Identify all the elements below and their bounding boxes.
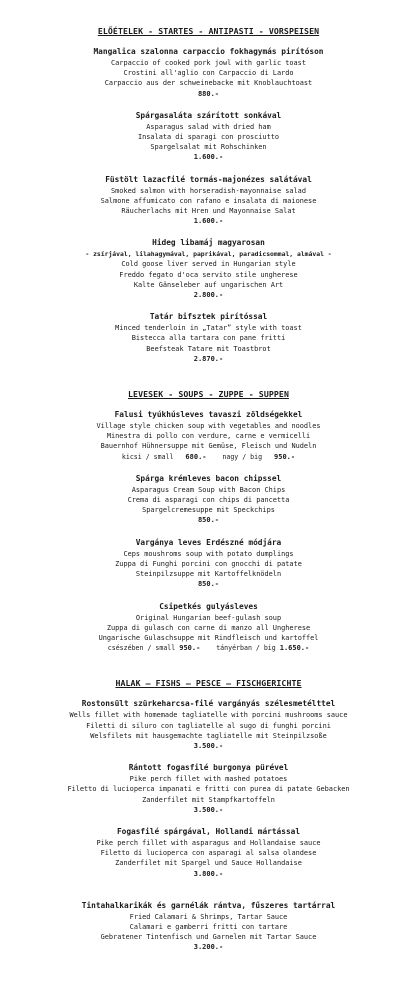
item-description: Zanderfilet mit Spargel und Sauce Hollandaise [115,859,302,868]
item-title: Csipetkés gulyásleves [159,601,258,611]
item-description: Village style chicken soup with vegetables and noodles [96,422,321,431]
item-title: Rostonsült szürkeharcsa-filé vargányás szélesmetélttel [81,699,336,709]
item-description: Zuppa di gulasch con carne di manzo all Ungherese [106,623,311,632]
item-description: Cold goose liver served in Hungarian style [121,260,296,269]
item-title: Vargánya leves Erdészné módjára [135,537,282,547]
size-big-label: tányérban / big [216,644,276,653]
item-description: Fried Calamari & Shrimps, Tartar Sauce [129,912,288,921]
item-description: Ceps moushroms soup with potato dumplings [123,549,294,558]
item-description: Salmone affumicato con rafano e insalata di maionese [100,196,317,205]
item-price: 2.800.- [193,291,224,300]
item-description: Filetto di lucioperca con asparagi al salsa olandese [100,849,317,858]
item-size-prices [0,643,417,653]
menu-item [0,409,417,462]
item-description: Crema di asparagi con chips di pancetta [127,496,290,505]
item-description: Spargelcremesuppe mit Speckchips [142,506,275,515]
size-small-label: kicsi / small [121,452,174,461]
item-title: Fogasfilé spárgával, Hollandi mártással [116,826,301,836]
item-description: Filetti di siluro con tagliatelle al sugo di funghi porcini [86,721,331,730]
item-description: Asparagus salad with dried ham [146,122,271,131]
item-price: 2.870.- [193,354,224,363]
item-description: Kalte Gänseleber auf ungarischen Art [133,280,284,289]
item-description: Zuppa di Funghi porcini con gnocchi di patate [115,559,302,568]
menu-item [0,698,417,751]
item-price: 1.600.- [193,217,224,226]
item-description: Pike perch fillet with mashed potatoes [129,775,288,784]
item-description: Filetto di lucioperca impanati e fritti con purea di patate Gebacken [67,785,350,794]
item-price: 3.500.- [193,741,224,750]
item-price: 850.- [197,516,220,525]
item-description: Minced tenderloin in „Tatar” style with toast [115,324,302,333]
item-description: Bistecca alla tartara con pane fritti [131,334,286,343]
item-description: Beefsteak Tatare mit Toastbrot [146,344,271,353]
item-description: Asparagus Cream Soup with Bacon Chips [131,485,286,494]
item-description: Zanderfilet mit Stampfkartoffeln [142,795,275,804]
item-description: Minestra di pollo con verdure, carne e vermicelli [106,432,311,441]
section-header-soups: LEVESEK - SOUPS - ZUPPE - SUPPEN [128,389,289,400]
menu-item [0,174,417,227]
menu-item [0,826,417,879]
size-big-price: 950.- [274,452,296,461]
item-description: Welsfilets mit hausgemachte tagliatelle mit Steinpilzsoße [90,731,327,740]
menu-item [0,601,417,654]
item-description: Gebratener Tintenfisch und Garnelen mit Tartar Sauce [100,933,317,942]
item-title: Rántott fogasfilé burgonya pürével [128,763,289,773]
size-small-price: 950.- [179,644,201,653]
item-description: Spargelsalat mit Rohschinken [150,143,267,152]
menu-item [0,46,417,99]
item-description: Crostini all'aglio con Carpaccio di Lardo [123,69,294,78]
menu-item [0,473,417,526]
item-description: Carpaccio aus der schweinebacke mit Knoblauchtoast [104,79,313,88]
item-subtitle: - zsírjával, lilahagymával, paprikával, paradicsommal, almával - [85,250,332,259]
item-title: Spárgasaláta szárított sonkával [135,110,282,120]
menu-item [0,537,417,590]
item-description: Wells fillet with homemade tagliatelle with porcini mushrooms sauce [69,711,348,720]
menu-item [0,110,417,163]
item-description: Calamari e gamberri fritti con tartare [129,922,288,931]
item-price: 3.500.- [193,805,224,814]
size-big-price: 1.650.- [279,644,310,653]
item-description: Pike perch fillet with asparagus and Hollandaise sauce [96,838,321,847]
item-price: 1.600.- [193,153,224,162]
item-title: Hideg libamáj magyarosan [152,238,265,248]
section-header-starters: ELŐÉTELEK - STARTES - ANTIPASTI - VORSPEISEN [97,26,320,36]
menu-item [0,900,417,953]
item-price: 880.- [197,89,220,98]
item-description: Freddo fegato d'oca servito stile ungherese [119,270,298,279]
item-title: Tatár bifsztek pirítóssal [149,312,268,322]
size-small-label: csészében / small [107,644,176,653]
menu-item [0,762,417,815]
item-size-prices [0,452,417,462]
item-price: 850.- [197,580,220,589]
item-title: Füstölt lazacfilé tormás-majonézes salátával [105,174,312,184]
item-description: Ungarische Gulaschsuppe mit Rindfleisch und kartoffel [98,633,319,642]
menu-item [0,311,417,364]
item-description: Carpaccio of cooked pork jowl with garlic toast [111,59,306,67]
item-description: Räucherlachs mit Hren und Mayonnaise Salat [121,207,296,216]
item-description: Insalata di sparagi con prosciutto [137,133,280,142]
item-title: Mangalica szalonna carpaccio fokhagymás pirítóson [93,47,324,56]
item-title: Tintahalkarikák és garnélák rántva, fűszeres tartárral [81,900,336,910]
item-price: 3.800.- [193,869,224,878]
size-small-price: 680.- [185,452,207,461]
item-description: Smoked salmon with horseradish-mayonnaise salad [111,186,306,195]
item-description: Steinpilzsuppe mit Kartoffelknödeln [135,570,282,579]
item-title: Falusi tyúkhúsleves tavaszi zöldségekkel [114,410,303,420]
section-header-fish: HALAK – FISHS – PESCE – FISCHGERICHTE [115,678,302,689]
menu-item [0,237,417,300]
item-title: Spárga krémleves bacon chipssel [135,473,282,483]
item-description: Bauernhof Hühnersuppe mit Gemüse, Fleisch und Nudeln [100,442,317,451]
item-description: Original Hungarian beef-gulash soup [135,613,282,622]
item-price: 3.200.- [193,943,224,952]
size-big-label: nagy / big [222,452,263,461]
